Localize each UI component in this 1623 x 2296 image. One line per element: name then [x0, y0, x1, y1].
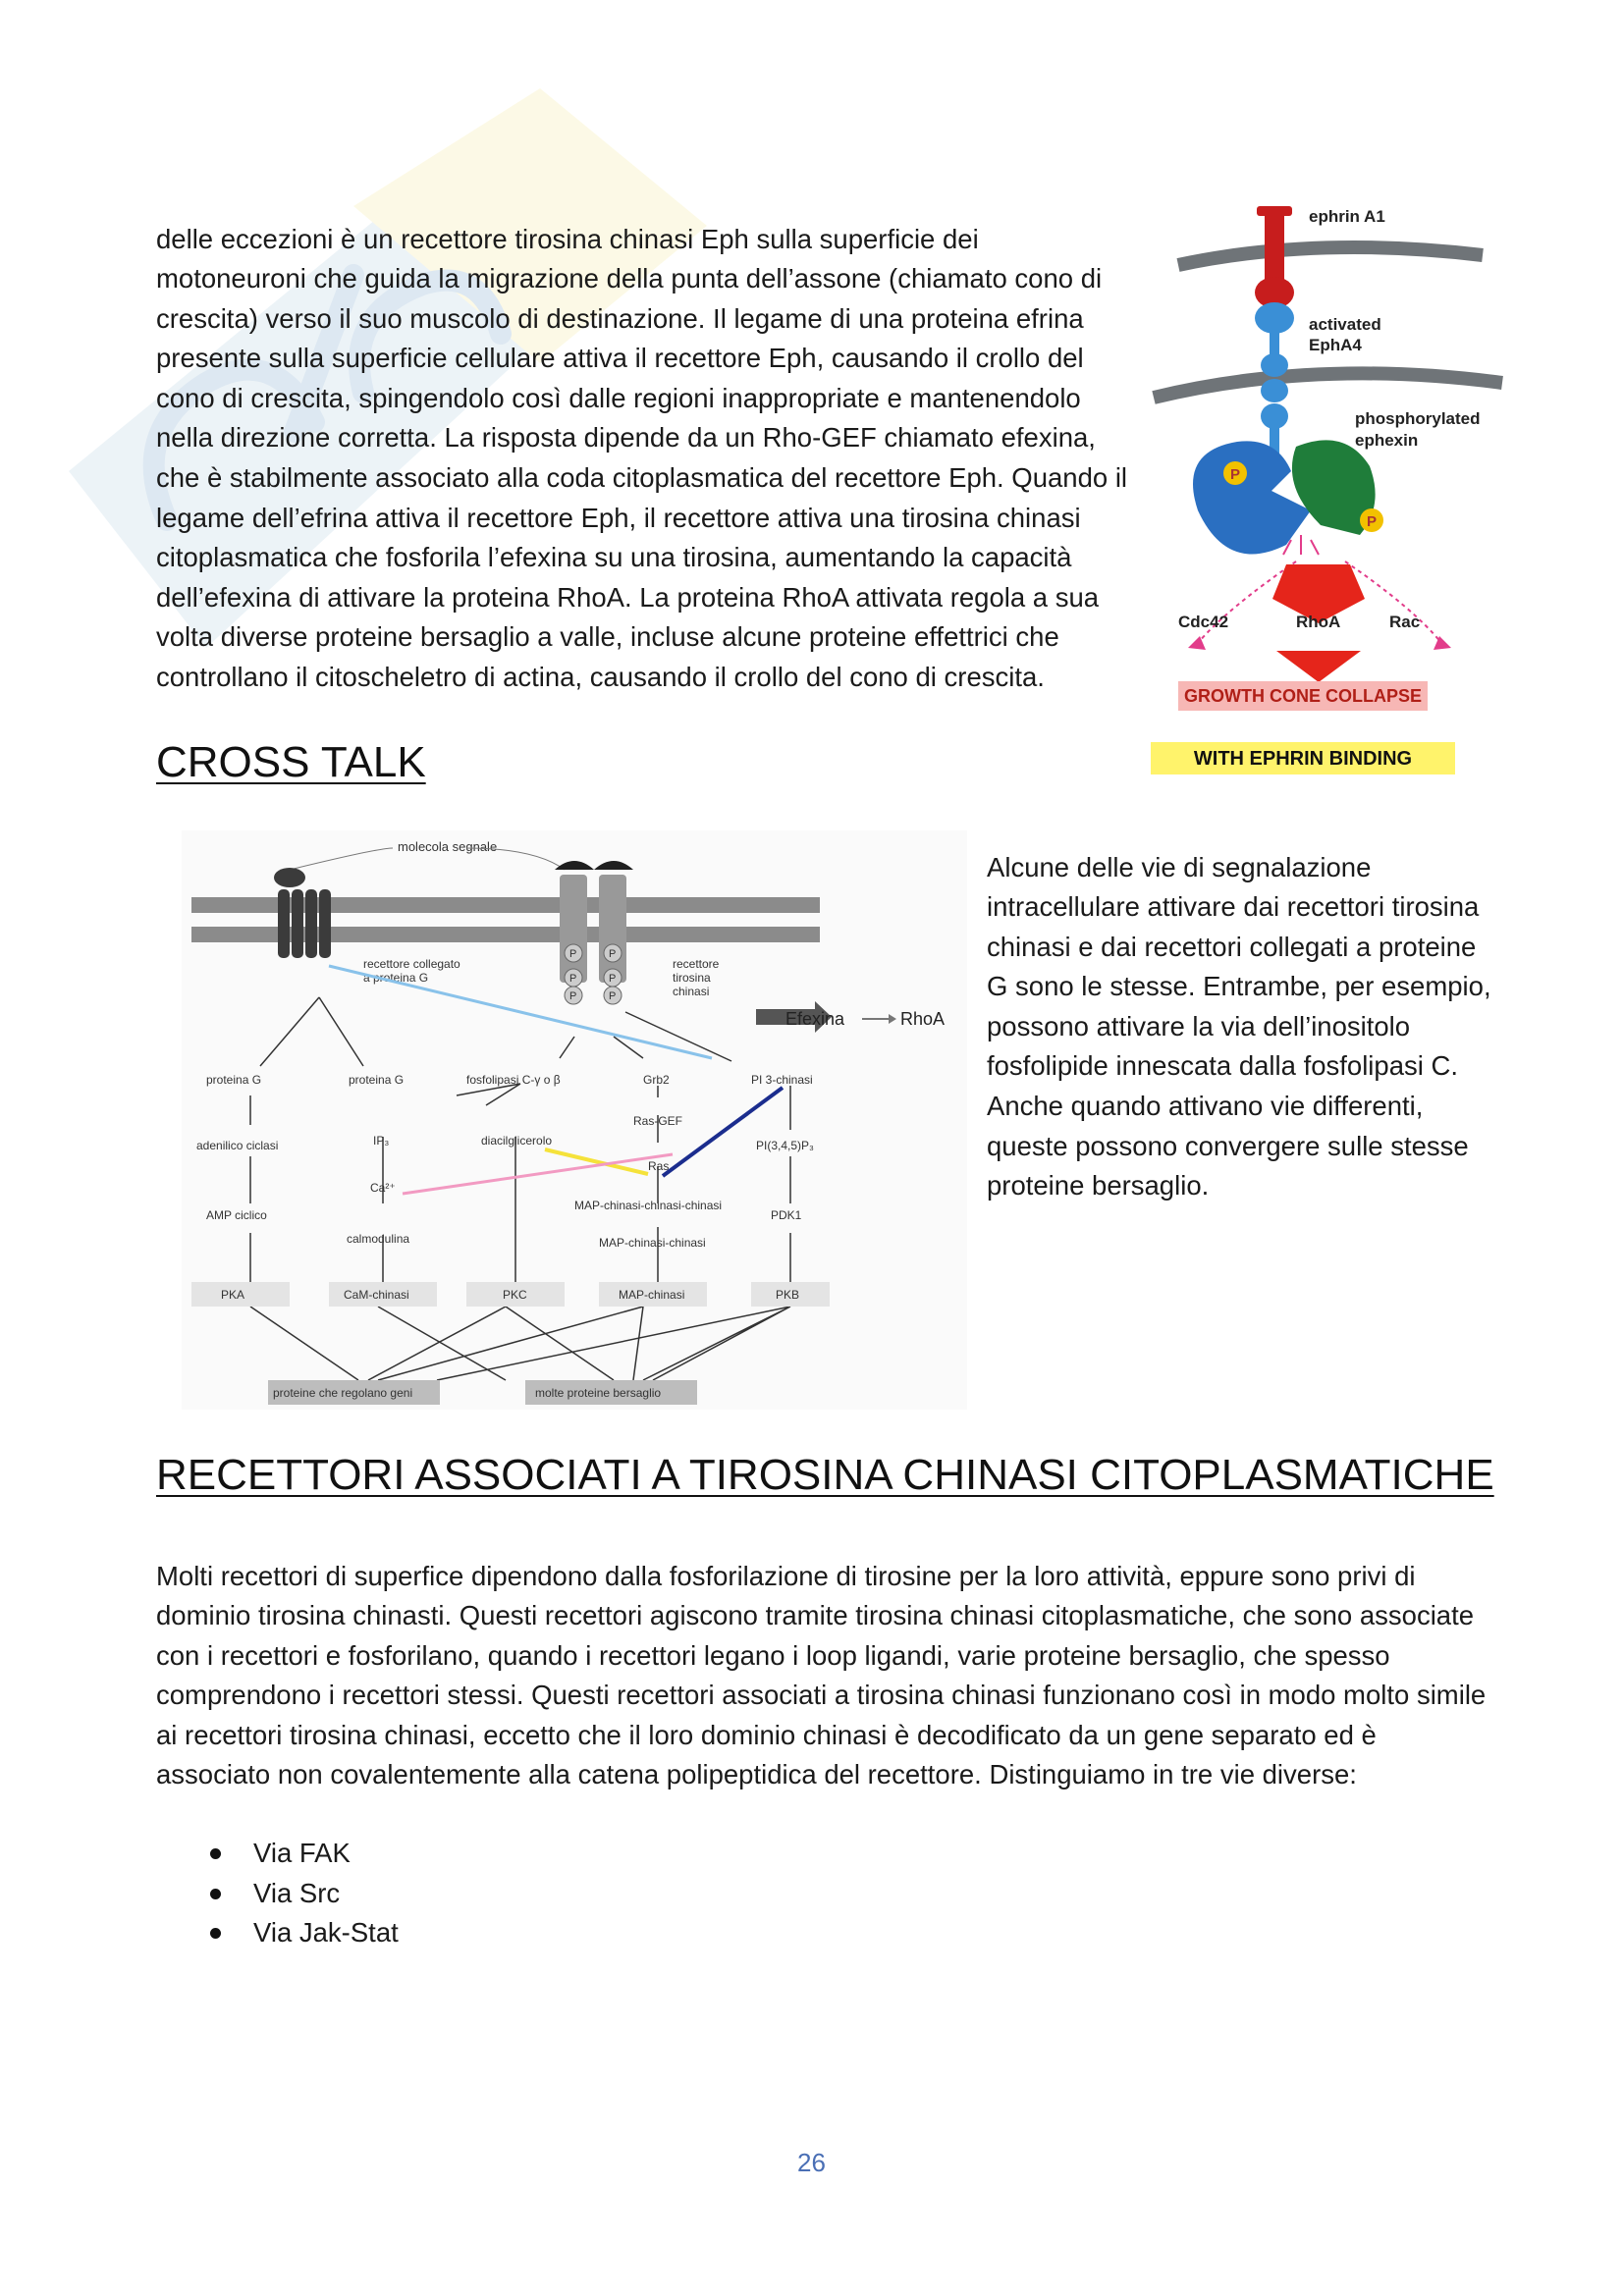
label-rac: Rac [1389, 613, 1421, 631]
label-rtk: recettore [673, 957, 720, 971]
label-phosphorylated: phosphorylated [1355, 409, 1481, 428]
node-ras: Ras [648, 1159, 670, 1173]
svg-text:chinasi: chinasi [673, 985, 710, 998]
label-epha4: EphA4 [1309, 336, 1362, 354]
svg-text:P: P [609, 990, 617, 1002]
label-efexina: Efexina [785, 1009, 845, 1029]
svg-text:tirosina: tirosina [673, 971, 711, 985]
label-cdc42: Cdc42 [1178, 613, 1229, 631]
heading-cytoplasmic-tyrosine-kinase: RECETTORI ASSOCIATI A TIROSINA CHINASI CITOPLASMATICHE [156, 1451, 1494, 1499]
svg-text:a proteina G: a proteina G [363, 971, 429, 985]
node-pkb: PKB [776, 1288, 800, 1302]
paragraph-cross-talk: Alcune delle vie di segnalazione intracellulare attivare dai recettori tirosina chinasi e dai recettori collegati a proteine G sono le stesse. Entrambe, per esempio, possono attivare la via dell’inositolo fosfolipide innescata dalla fosfolipasi C. Anche quando attivano vie differenti, queste possono convergere sulle stesse proteine bersaglio. [987, 851, 1491, 1201]
svg-text:P: P [569, 973, 577, 985]
label-ephrin: ephrin A1 [1309, 207, 1385, 226]
bullet-icon [210, 1848, 221, 1859]
node-mapkkk: MAP-chinasi-chinasi-chinasi [574, 1199, 723, 1212]
bullet-icon [210, 1889, 221, 1899]
node-fosfolipasi: fosfolipasi C-γ o β [466, 1073, 561, 1087]
node-ip3: IP₃ [373, 1134, 390, 1148]
pathway-list [196, 1834, 399, 1953]
svg-text:P: P [1366, 513, 1378, 530]
label-rhoa-cross: RhoA [900, 1009, 946, 1029]
heading-cross-talk: CROSS TALK [156, 738, 426, 786]
node-proteina-g: proteina G [349, 1073, 405, 1087]
node-map-chinasi: MAP-chinasi [619, 1288, 685, 1302]
node-proteina-g: proteina G [206, 1073, 262, 1087]
label-collapse: GROWTH CONE COLLAPSE [1184, 686, 1422, 706]
ephrin-figure [1129, 196, 1522, 780]
list-item: Via Src [196, 1874, 399, 1914]
label-binding: WITH EPHRIN BINDING [1193, 748, 1413, 770]
label-ephexin: ephexin [1355, 431, 1419, 450]
node-pkc: PKC [503, 1288, 527, 1302]
bullet-icon [210, 1928, 221, 1939]
node-adenilico-ciclasi: adenilico ciclasi [196, 1139, 279, 1152]
node-pip3: PI(3,4,5)P₃ [756, 1139, 814, 1152]
paragraph-eph-receptor: delle eccezioni è un recettore tirosina chinasi Eph sulla superficie dei motoneuroni che guida la migrazione della punta dell’assone (chiamato cono di crescita) verso il suo muscolo di destinazione. Il legame di una proteina efrina presente sulla superficie cellulare attiva il recettore Eph, causando il crollo del cono di crescita, spingendolo così dalle regioni inappropriate e mantenendolo nella direzione corretta. La risposta dipende da un Rho-GEF chiamato efexina, che è stabilmente associato alla coda citoplasmatica del recettore Eph. Quando il legame dell’efrina attiva il recettore Eph, il recettore attiva una tirosina chinasi citoplasmatica che fosforila l’efexina su una tirosina, aumentando la capacità dell’efexina di attivare la proteina RhoA. La proteina RhoA attivata regola a sua volta diverse proteine bersaglio a valle, incluse alcune proteine effettrici che controllano il citoscheletro di actina, causando il crollo del cono di crescita. [156, 223, 1128, 693]
node-pdk1: PDK1 [771, 1208, 802, 1222]
node-calmodulina: calmodulina [347, 1232, 410, 1246]
label-signal: molecola segnale [398, 839, 498, 854]
svg-text:P: P [1229, 466, 1241, 483]
node-pi3-chinasi: PI 3-chinasi [751, 1073, 813, 1087]
node-amp-ciclico: AMP ciclico [206, 1208, 267, 1222]
node-ras-gef: Ras-GEF [633, 1114, 683, 1128]
list-item: Via FAK [196, 1834, 399, 1874]
node-grb2: Grb2 [643, 1073, 670, 1087]
svg-text:P: P [569, 990, 577, 1002]
node-proteine-bersaglio: molte proteine bersaglio [535, 1386, 662, 1400]
paragraph-cytoplasmic-receptors: Molti recettori di superfice dipendono dalla fosforilazione di tirosine per la loro attività, eppure sono privi di dominio tirosina chinasti. Questi recettori agiscono tramite tirosina chinasi citoplasmatiche, che sono associate con i recettori e fosforilano, quando i recettori legano i loop ligandi, varie proteine bersaglio, che spesso comprendono i recettori stessi. Questi recettori associati a tirosina chinasi funzionano così in modo molto simile ai recettori tirosina chinasi, eccetto che il loro dominio chinasi è decodificato da un gene separato ed è associato non covalentemente alla catena polipeptidica del recettore. Distinguiamo in tre vie diverse: [156, 1560, 1487, 1790]
node-pka: PKA [221, 1288, 245, 1302]
label-rhoa: RhoA [1296, 613, 1341, 631]
list-item: Via Jak-Stat [196, 1913, 399, 1953]
ephrin-ligand [1265, 210, 1284, 287]
outer-membrane [1178, 247, 1483, 265]
label-activated: activated [1309, 315, 1381, 334]
cross-talk-diagram [182, 830, 967, 1410]
node-diacilglicerolo: diacilglicerolo [481, 1134, 553, 1148]
node-calcium: Ca²⁺ [370, 1181, 396, 1195]
page-number: 26 [797, 2148, 826, 2177]
svg-text:P: P [609, 973, 617, 985]
svg-text:P: P [609, 948, 617, 960]
inner-membrane [1154, 373, 1502, 398]
node-cam-chinasi: CaM-chinasi [344, 1288, 409, 1302]
node-proteine-geni: proteine che regolano geni [273, 1386, 413, 1400]
label-gpcr: recettore collegato [363, 957, 460, 971]
node-mapkk: MAP-chinasi-chinasi [599, 1236, 706, 1250]
svg-text:P: P [569, 948, 577, 960]
